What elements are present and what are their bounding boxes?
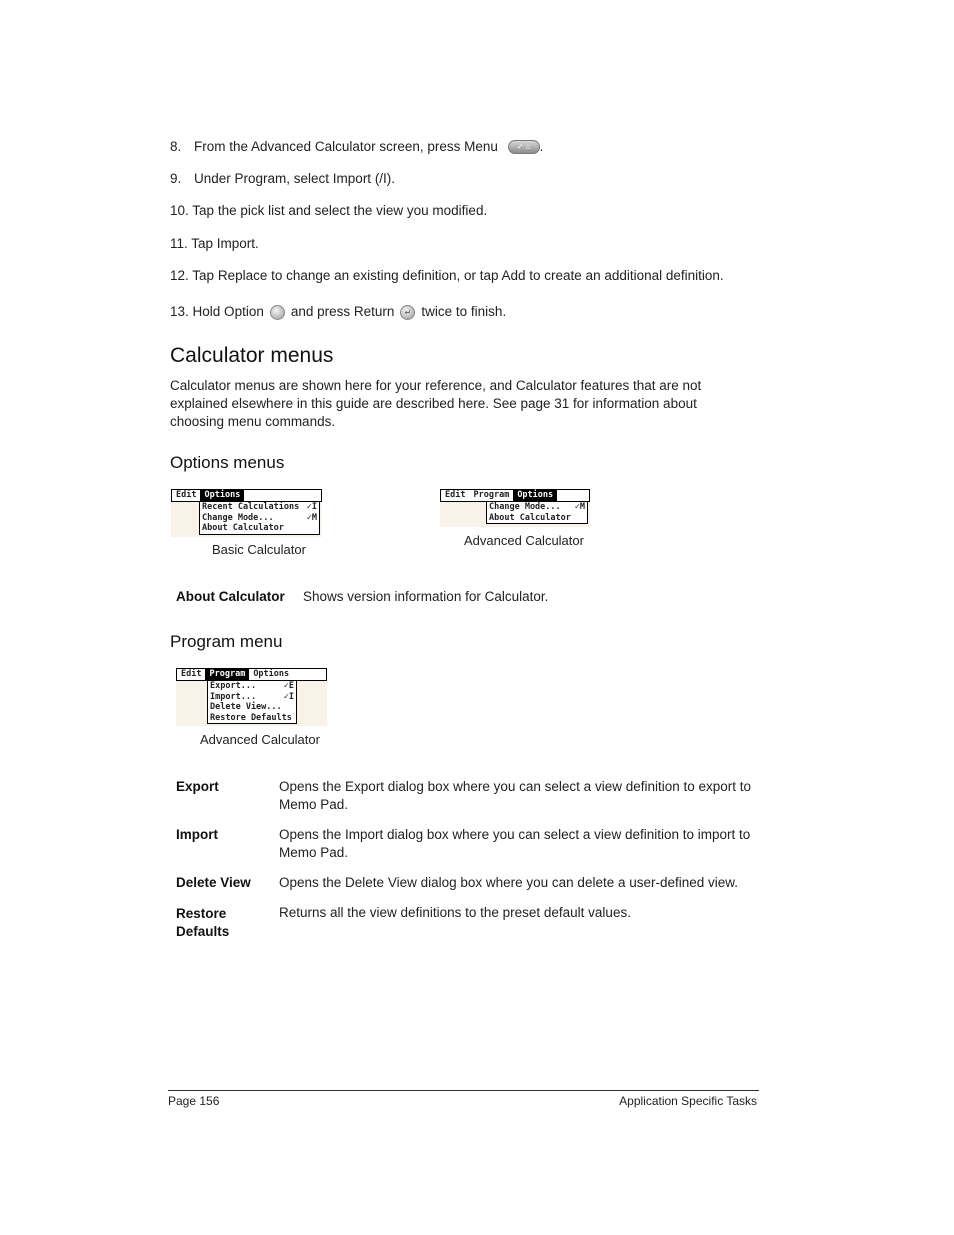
- footer-chapter: Application Specific Tasks: [619, 1094, 757, 1108]
- options-dropdown: [199, 501, 320, 535]
- page-number: Page 156: [168, 1094, 220, 1108]
- menu-item: Restore Defaults: [210, 712, 292, 723]
- definition-restore-defaults: Returns all the view definitions to the preset default values.: [279, 905, 631, 920]
- definition-export: Opens the Export dialog box where you can select a view definition to export to Memo Pad.: [279, 779, 752, 812]
- return-key-icon: ↵: [400, 305, 415, 320]
- menu-item: Recent Calculations ✓I: [202, 502, 317, 512]
- menu-bar: Edit Program Options: [176, 668, 327, 681]
- term-export: Export: [176, 779, 219, 794]
- menu-item: Export... ✓E: [210, 681, 294, 691]
- program-menu-screenshot: [176, 668, 327, 726]
- step-13: 13. Hold Option and press Return ↵ twice to finish.: [170, 304, 507, 319]
- about-definition: Shows version information for Calculator.: [303, 589, 549, 604]
- menu-bar: Edit Program Options: [440, 489, 590, 502]
- options-heading: Options menus: [170, 453, 285, 472]
- intro-paragraph: Calculator menus are shown here for your reference, and Calculator features that are not explained elsewhere in this guide are described here. See page 31 for information about choosing menu commands.: [170, 378, 702, 429]
- step-10: 10. Tap the pick list and select the view you modified.: [170, 203, 488, 218]
- definition-import: Opens the Import dialog box where you can select a view definition to import to Memo Pad.: [279, 827, 751, 860]
- step-12: 12. Tap Replace to change an existing definition, or tap Add to create an additional definition.: [170, 268, 724, 283]
- section-title: Calculator menus: [170, 344, 334, 367]
- option-key-icon: [270, 305, 285, 320]
- menu-item: Change Mode... ✓M: [202, 512, 317, 523]
- basic-caption: Basic Calculator: [212, 542, 306, 557]
- step-9: 9. Under Program, select Import (/I).: [170, 171, 396, 186]
- menu-bar: Edit Options: [171, 489, 322, 502]
- advanced-options-caption: Advanced Calculator: [464, 533, 584, 548]
- menu-key-icon: ✓ ⌂: [508, 140, 540, 154]
- footer-rule: [168, 1090, 759, 1091]
- program-caption: Advanced Calculator: [200, 732, 320, 747]
- menu-item: Import... ✓I: [210, 691, 294, 702]
- options-dropdown: [486, 501, 588, 524]
- term-import: Import: [176, 827, 218, 842]
- menu-item: About Calculator: [202, 523, 284, 533]
- term-restore-defaults: Restore Defaults: [176, 906, 230, 939]
- about-term: About Calculator: [176, 589, 285, 604]
- menu-item: Delete View...: [210, 702, 282, 712]
- program-heading: Program menu: [170, 632, 283, 651]
- advanced-options-menu-screenshot: [440, 489, 590, 527]
- step-8: 8. From the Advanced Calculator screen, press Menu ✓ ⌂ .: [170, 139, 544, 154]
- step-11: 11. Tap Import.: [170, 236, 259, 251]
- term-delete-view: Delete View: [176, 875, 251, 890]
- menu-item: About Calculator: [489, 512, 571, 523]
- program-dropdown: [207, 680, 297, 724]
- menu-item: Change Mode... ✓M: [489, 502, 585, 512]
- basic-options-menu-screenshot: [171, 489, 322, 537]
- definition-delete-view: Opens the Delete View dialog box where you can delete a user-defined view.: [279, 875, 739, 890]
